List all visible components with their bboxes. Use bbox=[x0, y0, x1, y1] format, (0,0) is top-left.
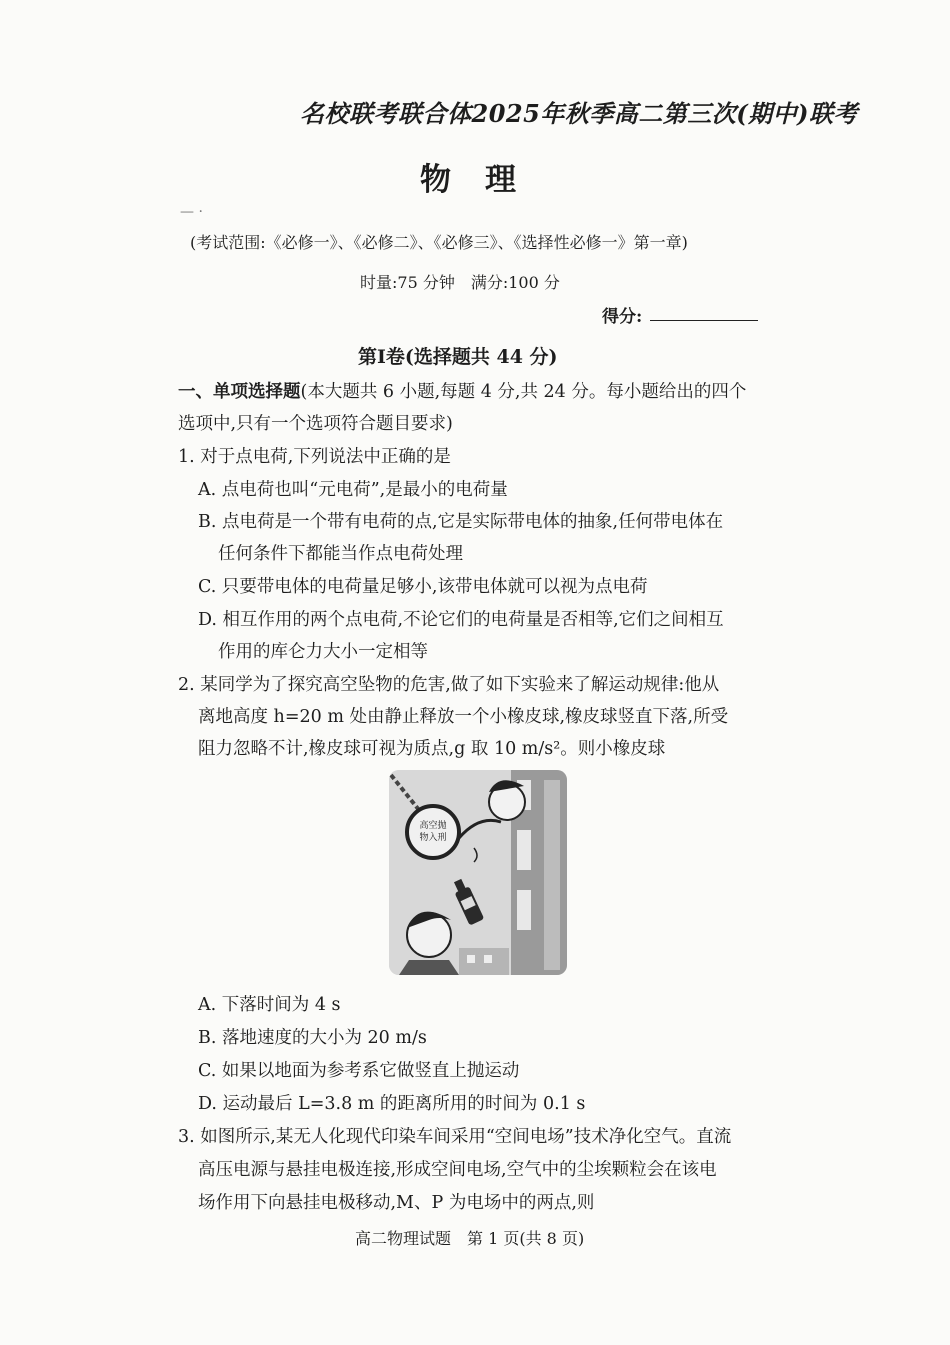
exam-scope: (考试范围:《必修一》、《必修二》、《必修三》、《选择性必修一》第一章) bbox=[190, 233, 688, 252]
subject-title bbox=[420, 154, 550, 199]
dash-mark: — · bbox=[180, 204, 203, 220]
score-label: 得分: bbox=[602, 307, 643, 327]
falling-object-cartoon bbox=[389, 770, 567, 975]
q2-option-c: C. 如果以地面为参考系它做竖直上抛运动 bbox=[198, 1061, 520, 1081]
score-blank-line bbox=[650, 320, 758, 321]
cartoon-svg bbox=[389, 770, 567, 975]
q1-option-b-line1: B. 点电荷是一个带有电荷的点,它是实际带电体的抽象,任何带电体在 bbox=[198, 512, 724, 532]
section-instruction-1: (本大题共 6 小题,每题 4 分,共 24 分。每小题给出的四个 bbox=[300, 382, 747, 402]
section-instruction bbox=[178, 378, 746, 403]
q3-stem-line1: 3. 如图所示,某无人化现代印染车间采用“空间电场”技术净化空气。直流 bbox=[178, 1127, 732, 1147]
q3-stem-line2: 高压电源与悬挂电极连接,形成空间电场,空气中的尘埃颗粒会在该电 bbox=[198, 1160, 717, 1180]
section-instruction-2: 选项中,只有一个选项符合题目要求) bbox=[178, 414, 453, 434]
section-heading: 一、单项选择题 bbox=[178, 382, 301, 402]
sign-text-2: 物入刑 bbox=[419, 833, 447, 843]
q2-stem-line2: 离地高度 h=20 m 处由静止释放一个小橡皮球,橡皮球竖直下落,所受 bbox=[198, 707, 729, 727]
part-title: 第Ⅰ卷(选择题共 44 分) bbox=[358, 346, 558, 368]
time-info: 时量:75 分钟 满分:100 分 bbox=[360, 273, 560, 292]
q2-stem-line1: 2. 某同学为了探究高空坠物的危害,做了如下实验来了解运动规律:他从 bbox=[178, 675, 720, 695]
exam-title: 名校联考联合体2025年秋季高二第三次(期中)联考 bbox=[300, 99, 859, 128]
q2-option-b: B. 落地速度的大小为 20 m/s bbox=[198, 1028, 427, 1048]
q1-option-d-line2: 作用的库仑力大小一定相等 bbox=[218, 642, 428, 662]
sign-text-1: 高空抛 bbox=[419, 821, 447, 831]
q1-stem: 1. 对于点电荷,下列说法中正确的是 bbox=[178, 447, 451, 467]
q3-stem-line3: 场作用下向悬挂电极移动,M、P 为电场中的两点,则 bbox=[198, 1193, 595, 1213]
subject-char-1: 物 bbox=[420, 162, 451, 198]
q1-option-a: A. 点电荷也叫“元电荷”,是最小的电荷量 bbox=[198, 480, 508, 500]
q2-stem-line3: 阻力忽略不计,橡皮球可视为质点,g 取 10 m/s²。则小橡皮球 bbox=[198, 739, 666, 759]
q2-option-d: D. 运动最后 L=3.8 m 的距离所用的时间为 0.1 s bbox=[198, 1094, 586, 1114]
q2-option-a: A. 下落时间为 4 s bbox=[198, 995, 341, 1015]
q1-option-d-line1: D. 相互作用的两个点电荷,不论它们的电荷量是否相等,它们之间相互 bbox=[198, 610, 724, 630]
page-footer: 高二物理试题 第 1 页(共 8 页) bbox=[355, 1229, 585, 1248]
q1-option-c: C. 只要带电体的电荷量足够小,该带电体就可以视为点电荷 bbox=[198, 577, 648, 597]
q1-option-b-line2: 任何条件下都能当作点电荷处理 bbox=[218, 544, 463, 564]
subject-char-2: 理 bbox=[485, 162, 516, 198]
sign-circle bbox=[407, 806, 459, 858]
